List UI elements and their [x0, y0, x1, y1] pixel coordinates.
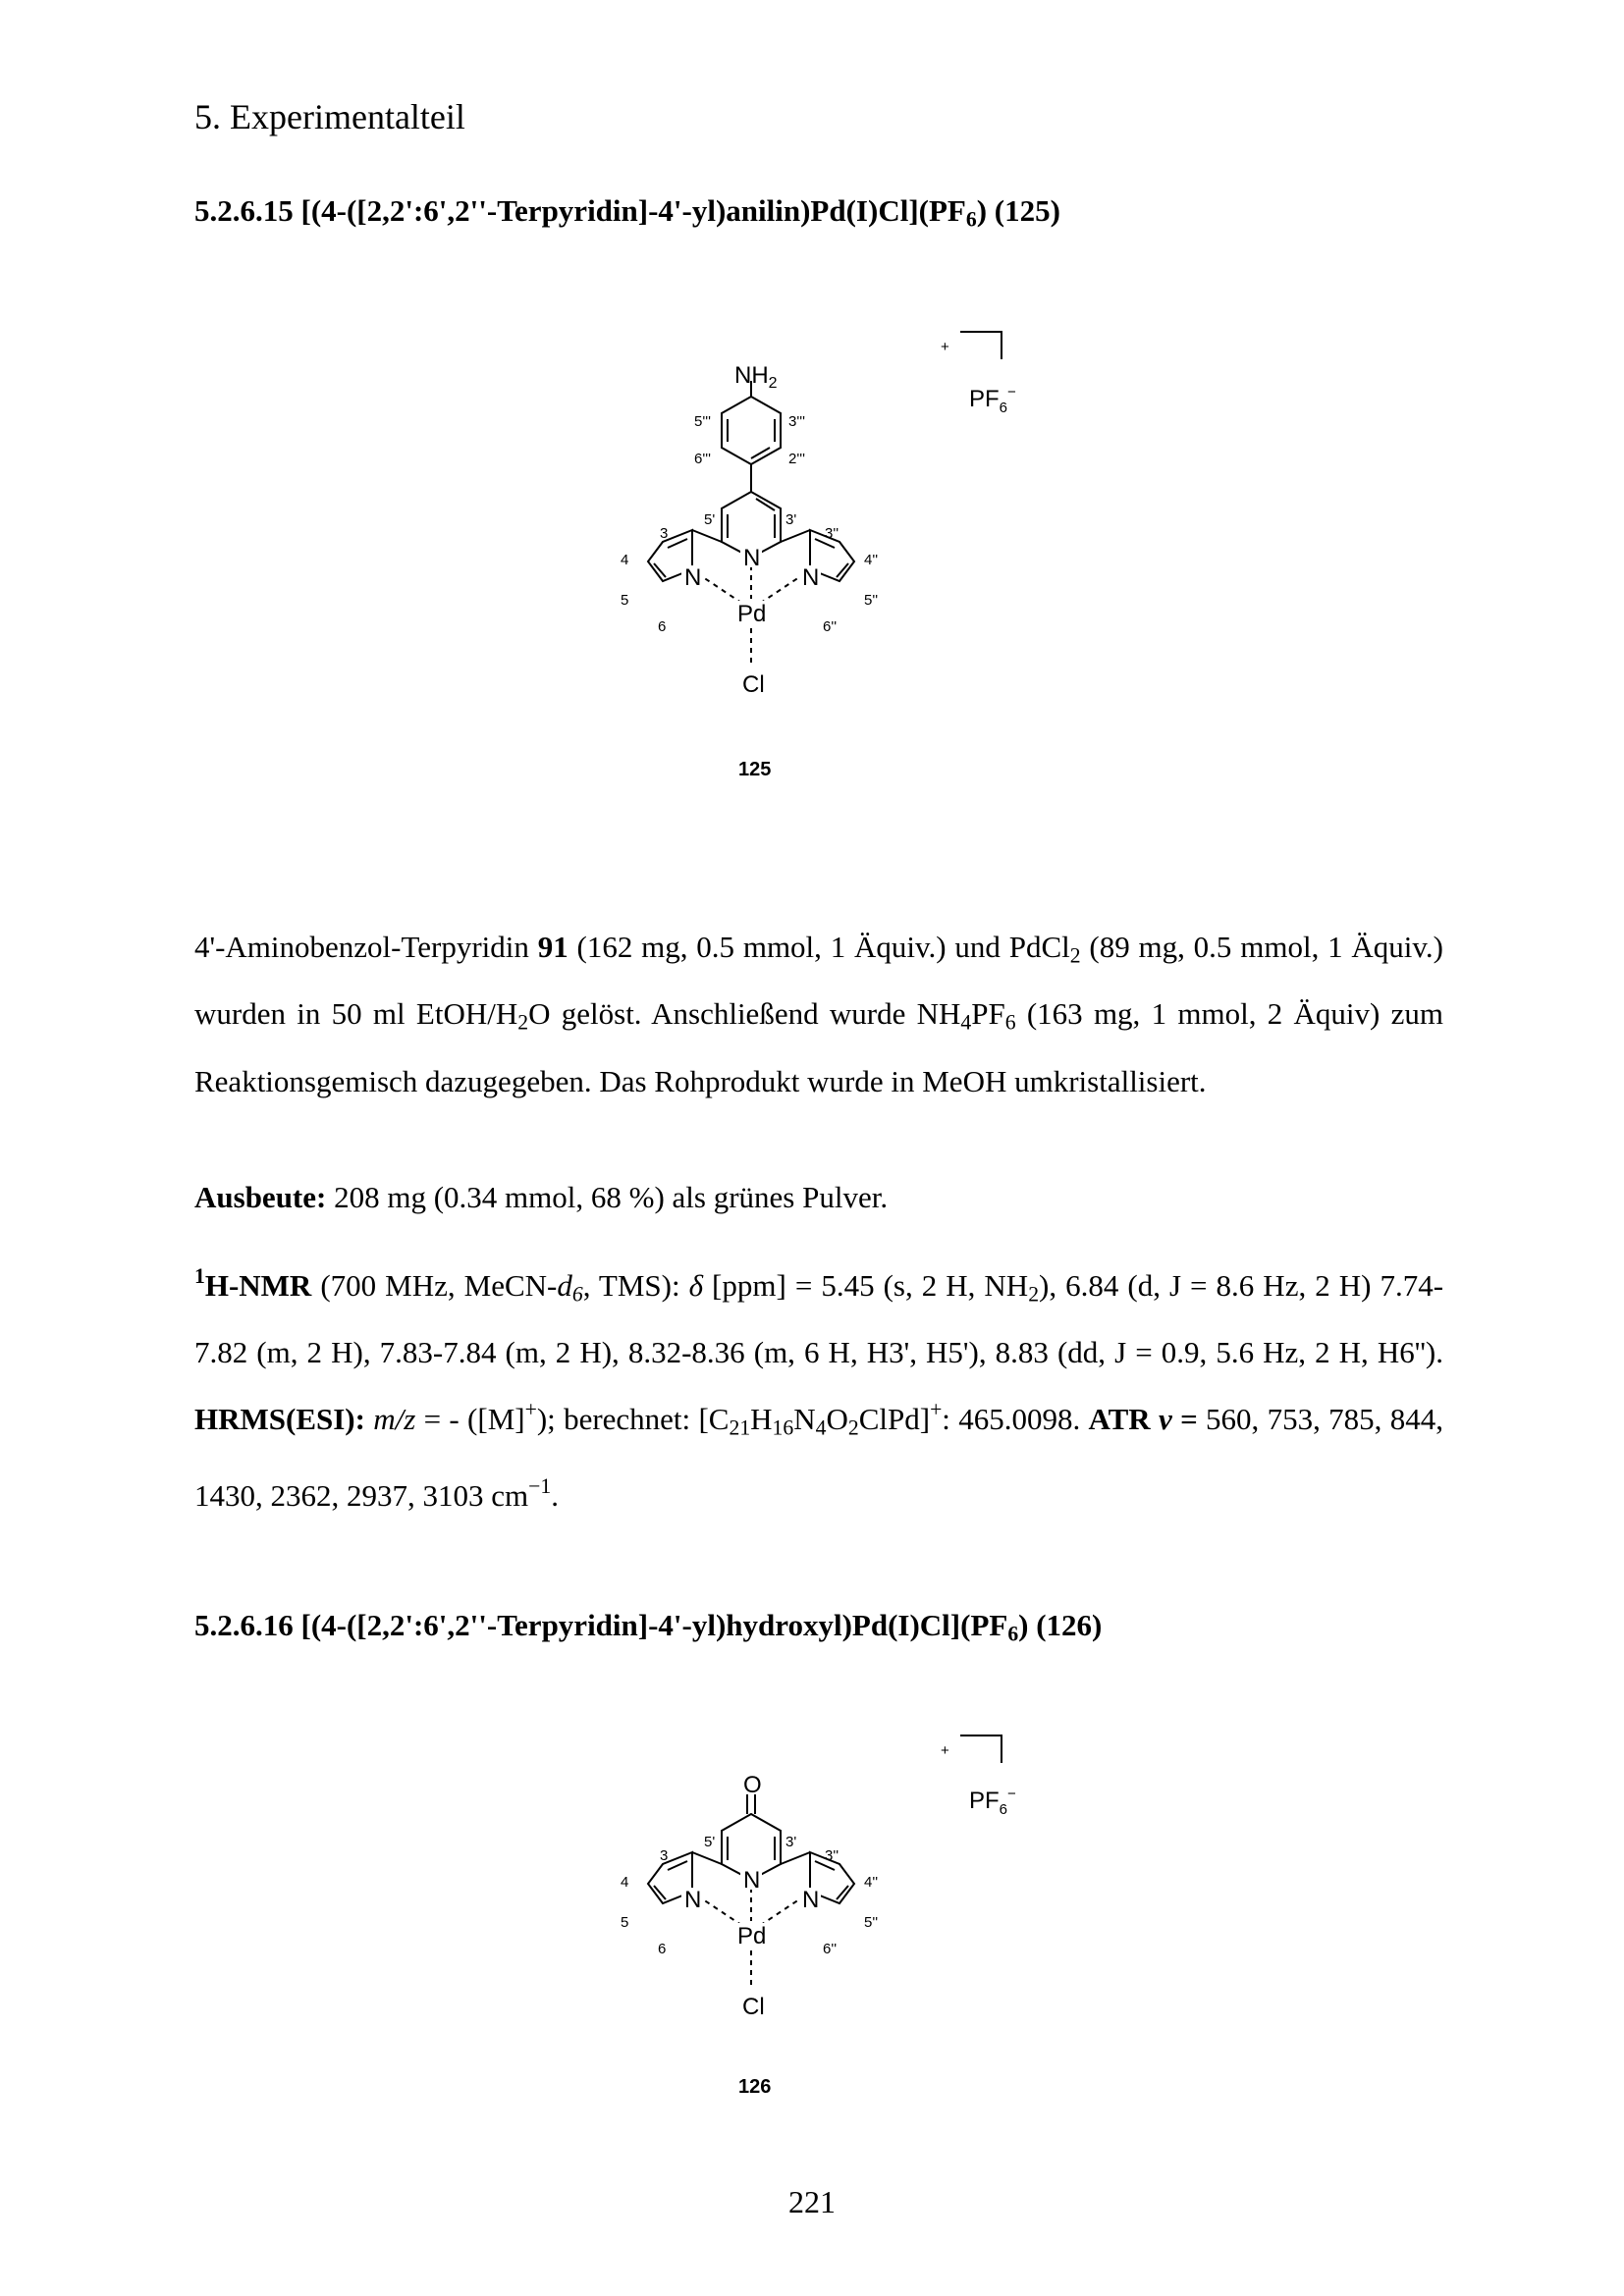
aniline-ring — [722, 397, 781, 464]
text-span: (162 mg, 0.5 mmol, 1 Äquiv.) und PdCl — [568, 930, 1070, 964]
subscript: 4 — [960, 1010, 972, 1035]
pos-label: 5 — [621, 1914, 629, 1931]
pos-label: 5'' — [864, 1914, 879, 1931]
text-span: N — [793, 1402, 816, 1437]
atom-n-left: N — [684, 564, 702, 591]
text-span: (163 mg, 1 mmol, 2 Äquiv) zum Reaktionsgemisch dazugegeben. Das Rohprodukt wurde in MeOH umkristallisiert. — [194, 996, 1443, 1098]
yield-text: 208 mg (0.34 mmol, 68 %) als grünes Pulver. — [326, 1180, 889, 1214]
atom-pd: Pd — [737, 1923, 767, 1949]
text-span: 4'-Aminobenzol-Terpyridin — [194, 930, 538, 964]
pos-label: 3' — [785, 1834, 797, 1850]
pos-label: 3''' — [788, 413, 805, 430]
yield-label: Ausbeute: — [194, 1180, 327, 1214]
text-span: : 465.0098. — [942, 1402, 1089, 1437]
title-subscript: 6 — [965, 207, 977, 232]
pos-label: 5 — [621, 592, 629, 609]
subscript: 4 — [815, 1415, 827, 1440]
page-header: 5. Experimentalteil — [194, 97, 465, 136]
charge-plus: + — [941, 1742, 949, 1759]
pos-label: 3'' — [825, 1847, 839, 1864]
text-span: H — [750, 1402, 773, 1437]
text-span: O gelöst. Anschließend wurde NH — [528, 996, 961, 1032]
atom-n-right: N — [802, 564, 820, 591]
pos-label: 3'' — [825, 525, 839, 542]
atr-equals: = — [1171, 1402, 1198, 1437]
title-text: 5.2.6.15 [(4-([2,2':6',2''-Terpyridin]-4'-yl)anilin)Pd(I)Cl](PF — [194, 193, 966, 228]
compound-label-126: 126 — [738, 2076, 772, 2098]
pos-label: 4'' — [864, 1874, 879, 1891]
pos-label: 6'' — [823, 1941, 838, 1957]
nmr-label: H-NMR — [204, 1268, 312, 1304]
pos-label: 4 — [621, 552, 629, 568]
text-span: PF — [971, 996, 1005, 1032]
pos-label: 3 — [660, 1847, 669, 1864]
pos-label: 4 — [621, 1874, 629, 1891]
analytics-paragraph — [194, 1248, 1443, 1524]
atom-n-left: N — [684, 1887, 702, 1913]
pos-label: 5''' — [694, 413, 711, 430]
text-span: , TMS): — [582, 1268, 689, 1304]
text-span: O — [826, 1402, 848, 1437]
atom-pd: Pd — [737, 601, 767, 627]
atom-o: O — [743, 1772, 762, 1798]
superscript: + — [930, 1398, 943, 1422]
charge-plus: + — [941, 339, 949, 355]
atom-n-central: N — [743, 1867, 761, 1894]
atom-nh2: $NH_2$ — [734, 362, 778, 392]
pos-label: 6''' — [694, 451, 711, 467]
subscript: 2 — [1028, 1282, 1040, 1307]
procedure-paragraph — [194, 918, 1443, 1110]
subscript: 6 — [1004, 1010, 1016, 1035]
pos-label: 6'' — [823, 618, 838, 635]
superscript: −1 — [528, 1473, 552, 1498]
pos-label: 4'' — [864, 552, 879, 568]
text-span: 560, 753, 785, 844, 1430, 2362, 2937, 3103 cm — [194, 1402, 1443, 1513]
compound-ref-91: 91 — [537, 930, 568, 964]
subscript: 21 — [729, 1415, 751, 1440]
title-end: ) (126) — [1018, 1608, 1103, 1642]
superscript: + — [524, 1398, 537, 1422]
pos-label: 6 — [658, 1941, 667, 1957]
pos-label: 6 — [658, 618, 667, 635]
counterion-pf6: $PF_6^-$ — [969, 384, 1016, 416]
chemical-structure-126 — [550, 1728, 1060, 2179]
italic-text: m/z — [364, 1402, 416, 1437]
atom-cl: Cl — [742, 1994, 765, 2020]
text-span: ClPd] — [858, 1402, 931, 1437]
title-text: 5.2.6.16 [(4-([2,2':6',2''-Terpyridin]-4'-yl)hydroxyl)Pd(I)Cl](PF — [194, 1608, 1008, 1642]
nu-symbol: ν — [1159, 1402, 1172, 1437]
title-end: ) (125) — [976, 193, 1060, 228]
atr-label: ATR — [1088, 1402, 1159, 1437]
title-subscript: 6 — [1007, 1622, 1019, 1646]
hrms-label: HRMS(ESI): — [194, 1402, 365, 1437]
compound-label-125: 125 — [738, 759, 772, 780]
subscript: 2 — [517, 1010, 529, 1035]
atom-n-right: N — [802, 1887, 820, 1913]
yield-paragraph — [194, 1168, 1443, 1226]
delta-symbol: δ — [688, 1268, 704, 1304]
subscript: 6 — [571, 1282, 583, 1307]
subscript: 16 — [772, 1415, 794, 1440]
chemical-structure-125 — [550, 324, 1060, 795]
pos-label: 3' — [785, 511, 797, 528]
text-span: . — [551, 1477, 559, 1513]
pos-label: 2''' — [788, 451, 805, 467]
section-title-126 — [194, 1608, 1102, 1646]
pos-label: 3 — [660, 525, 669, 542]
pos-label: 5' — [704, 511, 716, 528]
subscript: 2 — [1069, 943, 1081, 968]
atom-n-central: N — [743, 545, 761, 571]
atom-cl: Cl — [742, 671, 765, 698]
text-span: ); berechnet: [C — [536, 1402, 730, 1437]
text-span: ), 6.84 (d, J = 8.6 Hz, 2 H) 7.74-7.82 (m, 2 H), 7.83-7.84 (m, 2 H), 8.32-8.36 (m, 6 H, H3', H5'), 8.83 (dd, J = 0.9, 5.6 Hz, 2 H, H6''). — [194, 1268, 1444, 1370]
pos-label: 5' — [704, 1834, 716, 1850]
text-span: (89 mg, 0.5 mmol, 1 Äquiv.) wurden in 50 ml EtOH/H — [194, 930, 1443, 1032]
text-span: = - ([M] — [415, 1402, 525, 1437]
structure-drawing — [550, 324, 1060, 795]
page-number: 221 — [788, 2184, 836, 2219]
superscript: 1 — [194, 1264, 205, 1288]
text-span: (700 MHz, MeCN- — [311, 1268, 558, 1304]
counterion-pf6: $PF_6^-$ — [969, 1786, 1016, 1818]
text-span: [ppm] = 5.45 (s, 2 H, NH — [703, 1268, 1029, 1304]
pos-label: 5'' — [864, 592, 879, 609]
subscript: 2 — [847, 1415, 859, 1440]
italic-text: d — [557, 1268, 572, 1304]
section-title-125 — [194, 193, 1060, 232]
structure-drawing — [550, 1728, 1060, 2179]
